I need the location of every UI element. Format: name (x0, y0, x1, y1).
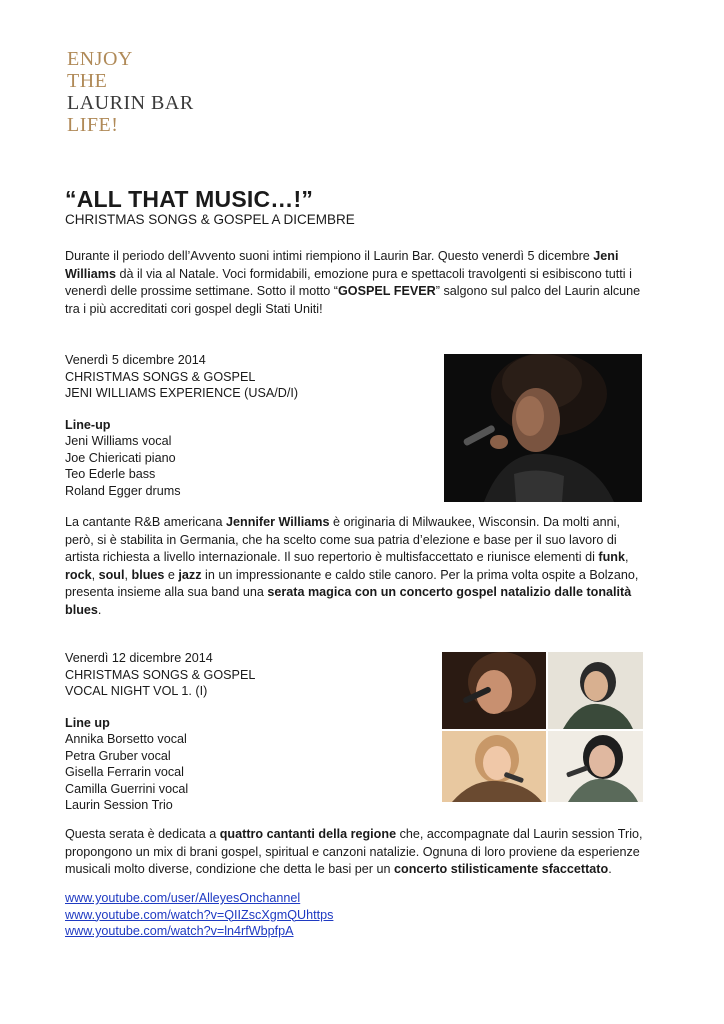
video-links (65, 890, 333, 940)
desc-bold: rock (65, 567, 92, 582)
intro-bold: Jeni Williams (65, 249, 619, 281)
lineup-heading: Line up (65, 715, 110, 730)
desc-text: . (608, 862, 612, 876)
logo-line-2: THE (67, 70, 108, 92)
singer-photo-3 (442, 731, 546, 802)
singers-photo-collage (442, 652, 643, 802)
singer-photo (444, 354, 642, 502)
desc-bold: serata magica con un concerto gospel natalizio dalle tonalità blues (65, 585, 632, 617)
event-category: CHRISTMAS SONGS & GOSPEL (65, 369, 256, 384)
event-date: Venerdì 5 dicembre 2014 (65, 353, 206, 367)
lineup-item: Laurin Session Trio (65, 798, 173, 812)
lineup-item: Camilla Guerrini vocal (65, 781, 189, 796)
desc-bold: blues (131, 567, 165, 582)
desc-text: in un impressionante e caldo stile canoro. Per la prima volta ospite a Bolzano, presenta insieme alla sua band una (65, 567, 639, 599)
event-date: Venerdì 12 dicembre 2014 (65, 651, 213, 665)
desc-text: è originaria di Milwaukee, Wisconsin. Da molti anni, però, si è stabilita in Germania, che ha scelto come sua patria d’elezione e base per il suo lavoro di artista richiesta a livello internazionale. Il suo repertorio è multisfaccettato e riunisce elementi di (65, 515, 620, 564)
desc-text: e (164, 567, 179, 582)
singer-photo-2 (548, 652, 643, 729)
desc-text: , (91, 567, 99, 582)
lineup-item: Teo Ederle bass (65, 467, 156, 481)
desc-bold: funk (598, 550, 625, 564)
lineup-heading: Line-up (65, 417, 111, 432)
desc-text: La cantante R&B americana (65, 515, 227, 529)
event-1-description (65, 514, 645, 619)
logo (67, 48, 194, 136)
intro-paragraph (65, 248, 645, 318)
event-name: VOCAL NIGHT VOL 1. (I) (65, 684, 208, 698)
event-2 (65, 650, 255, 814)
desc-text: , (124, 567, 132, 582)
desc-bold: soul (98, 567, 125, 582)
desc-text: , (624, 550, 629, 564)
lineup-item: Petra Gruber vocal (65, 748, 171, 763)
desc-text: Questa serata è dedicata a (65, 827, 220, 841)
desc-bold: quattro cantanti della regione (219, 827, 397, 841)
event-2-description (65, 826, 645, 879)
desc-text: . (97, 602, 102, 617)
event-name: JENI WILLIAMS EXPERIENCE (USA/D/I) (65, 386, 299, 400)
youtube-link-2[interactable]: www.youtube.com/watch?v=QIIZscXgmQUhttps (65, 907, 334, 922)
intro-text: dà il via al Natale. Voci formidabili, emozione pura e spettacoli travolgenti si esibiscono tutti i venerdì delle prossime settimane. Sotto il motto “ (65, 266, 632, 298)
lineup-item: Annika Borsetto vocal (65, 732, 187, 746)
logo-line-4: LIFE! (67, 114, 119, 136)
desc-text: che, accompagnate dal Laurin session Trio, propongono un mix di brani gospel, spiritual e canzoni natalizie. Ognuna di loro proviene da esperienze musicali molto diverse, condizione che detta le basi per un (65, 827, 643, 876)
desc-bold: Jennifer Williams (226, 515, 330, 529)
page-subtitle: CHRISTMAS SONGS & GOSPEL A DICEMBRE (65, 212, 355, 227)
desc-bold: jazz (178, 567, 202, 582)
event-1 (65, 352, 298, 499)
intro-text: ” salgono sul palco del Laurin alcune tra i più accreditati cori gospel degli Stati Uniti! (65, 284, 641, 316)
youtube-link-1[interactable]: www.youtube.com/user/AlleyesOnchannel (65, 891, 301, 905)
youtube-link-3[interactable]: www.youtube.com/watch?v=ln4rfWbpfpA (65, 924, 294, 938)
intro-text: Durante il periodo dell’Avvento suoni intimi riempiono il Laurin Bar. Questo venerdì 5 dicembre (65, 249, 594, 263)
event-category: CHRISTMAS SONGS & GOSPEL (65, 667, 256, 682)
intro-bold: GOSPEL FEVER (338, 284, 436, 298)
lineup-item: Joe Chiericati piano (65, 450, 176, 465)
page-title: “ALL THAT MUSIC…!” (65, 186, 314, 212)
logo-line-3: LAURIN BAR (67, 92, 194, 114)
singer-photo-4 (548, 731, 643, 802)
singer-photo-1 (442, 652, 546, 729)
lineup-item: Jeni Williams vocal (65, 434, 172, 448)
lineup-item: Gisella Ferrarin vocal (65, 765, 184, 779)
lineup-item: Roland Egger drums (65, 483, 181, 498)
logo-line-1: ENJOY (67, 48, 133, 70)
desc-bold: concerto stilisticamente sfaccettato (394, 862, 609, 876)
